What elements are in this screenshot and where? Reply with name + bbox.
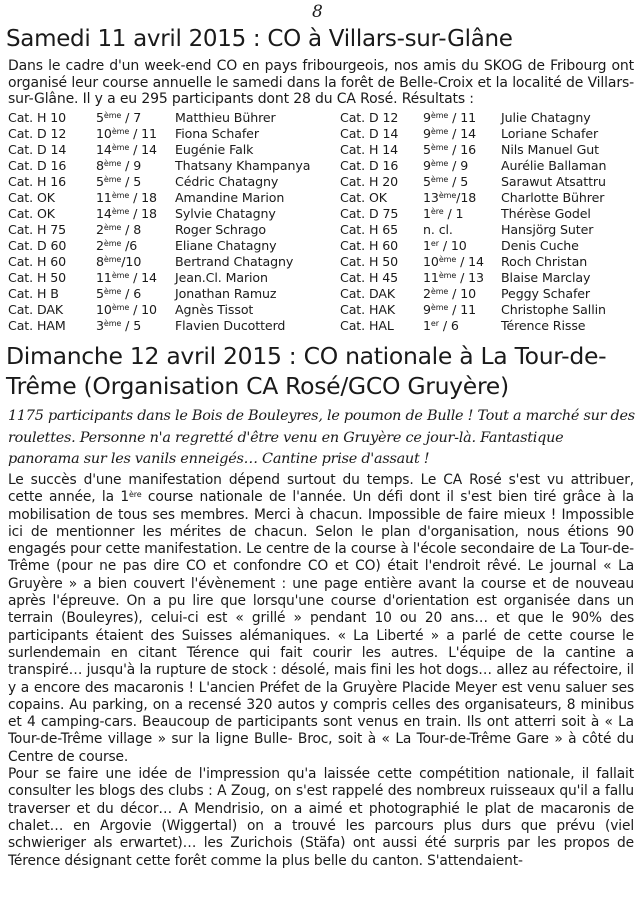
result-name: Julie Chatagny (501, 110, 591, 125)
result-rank-number: 9 (423, 110, 431, 125)
result-rank-suffix: ème (111, 303, 130, 312)
result-rank-number: 10 (96, 302, 112, 317)
result-rank-total: / 5 (448, 174, 469, 189)
result-name: Eugénie Falk (175, 142, 254, 157)
result-rank (96, 190, 157, 206)
result-rank-number: 2 (96, 238, 104, 253)
result-category: Cat. HAM (8, 318, 66, 333)
article-paragraph: Pour se faire une idée de l'impression qu'a laissée cette compétition nationale, il fallait consulter les blogs des clubs : A Zoug, on s'est rappelé des nombreux ruisseaux qu'il a fallu traverser et du décor… A Mendrisio, on a aimé et photographié le plat de macaronis de chalet… en Argovie (Wiggertal) on a trouvé les parcours plus durs que prévu (viel schwieriger als erwartet)… les Zurichois (Stäfa) ont aussi été surpris par les propos de Térence désignant cette forêt comme la plus belle du canton. S'attendaient- (8, 766, 634, 869)
result-rank (96, 286, 141, 302)
result-rank-number: 5 (423, 174, 431, 189)
result-rank (96, 158, 141, 174)
result-rank (423, 142, 476, 158)
result-name: Charlotte Bührer (501, 190, 605, 205)
result-rank-suffix: er (430, 319, 439, 328)
result-rank-number: n. cl. (423, 222, 453, 237)
result-rank (96, 206, 157, 222)
result-name: Matthieu Bührer (175, 110, 276, 125)
result-category: Cat. D 16 (8, 158, 67, 173)
result-rank (423, 270, 484, 286)
result-rank-number: 9 (423, 158, 431, 173)
result-rank-total: / 6 (438, 318, 459, 333)
result-rank-number: 11 (96, 270, 112, 285)
result-rank (96, 270, 157, 286)
result-rank (96, 318, 141, 334)
result-rank-total: / 7 (121, 110, 142, 125)
result-rank (423, 302, 476, 318)
result-category: Cat. OK (8, 206, 55, 221)
result-rank-suffix: ème (103, 111, 122, 120)
result-rank-suffix: ème (111, 271, 130, 280)
result-rank-number: 1 (423, 318, 431, 333)
result-rank-number: 3 (96, 318, 104, 333)
result-name: Blaise Marclay (501, 270, 591, 285)
result-rank-suffix: er (430, 239, 439, 248)
result-rank (423, 190, 476, 206)
result-rank-suffix: ème (111, 127, 130, 136)
result-rank-number: 9 (423, 302, 431, 317)
result-rank-number: 13 (423, 190, 439, 205)
result-category: Cat. H 65 (340, 222, 399, 237)
result-rank (423, 286, 476, 302)
result-name: Cédric Chatagny (175, 174, 279, 189)
result-name: Amandine Marion (175, 190, 285, 205)
result-rank (96, 254, 141, 270)
result-name: Eliane Chatagny (175, 238, 277, 253)
result-rank-total: / 14 (448, 126, 477, 141)
result-rank-number: 1 (423, 206, 431, 221)
result-rank-suffix: ère (430, 207, 444, 216)
result-rank-total: / 10 (438, 238, 467, 253)
result-category: Cat. OK (8, 190, 55, 205)
result-rank-total: / 11 (129, 126, 157, 141)
paragraph-text-start: Le succès d'une manifestation dépend surtout du temps. Le CA Rosé s'est vu attribuer, cette année, la 1 (8, 472, 634, 506)
page-number: 8 (312, 2, 323, 22)
result-rank (423, 110, 476, 126)
intro-paragraph: Dans le cadre d'un week-end CO en pays fribourgeois, nos amis du SKOG de Fribourg ont organisé leur course annuelle le samedi dans la forêt de Belle-Croix et la localité de Villars-sur-Glâne. Il y a eu 295 participants dont 28 du CA Rosé. Résultats : (8, 58, 634, 107)
result-rank-total: / 5 (121, 318, 142, 333)
result-name: Jonathan Ramuz (175, 286, 277, 301)
result-rank-total: / 14 (129, 270, 157, 285)
result-rank-total: / 9 (121, 158, 142, 173)
paragraph-text-end: course nationale de l'année. Un défi dont il s'est bien tiré grâce à la mobilisation de tous ses membres. Merci à chacun. Impossible de faire mieux ! Impossible ici de mentionner les mérites de chacun. Selon le plan d'organisation, nous étions 90 engagés pour cette manifestation. Le centre de la course à l'école secondaire de La Tour-de-Trême (pour ne pas dire CO et confondre CO et CO) était l'endroit rêvé. Le journal « La Gruyère » a bien couvert l'évènement : une page entière avant la course et de nouveau après l'épreuve. On a pu lire que lorsqu'une course d'orientation est organisée dans un terrain (Bouleyres), celui-ci est « grillé » pendant 10 ou 20 ans… et que le 90% des participants étaient des Suisses alémaniques. « La Liberté » a parlé de cette course le surlendemain en citant Térence qui fait courir les autres. L'équipe de la cantine a transpiré… jusqu'à la rupture de stock : désolé, mais fini les hot dogs… allez au réfectoire, il y a encore des macaronis ! L'ancien Préfet de la Gruyère Placide Meyer est venu saluer ses copains. Au parking, on a recensé 320 autos y compris celles des organisateurs, 8 minibus et 4 camping-cars. Beaucoup de participants sont venus en train. Ils ont atterri soit à « La Tour-de-Trême village » sur la ligne Bulle- Broc, soit à « La Tour-de-Trême Gare » à côté du Centre de course. (8, 489, 634, 765)
result-category: Cat. DAK (8, 302, 64, 317)
result-rank-total: / 11 (448, 110, 477, 125)
result-rank-suffix: ème (430, 303, 449, 312)
result-name: Peggy Schafer (501, 286, 591, 301)
result-rank (96, 142, 157, 158)
result-category: Cat. H 60 (8, 254, 67, 269)
result-category: Cat. DAK (340, 286, 396, 301)
result-rank (423, 158, 468, 174)
result-category: Cat. H 16 (8, 174, 67, 189)
result-name: Jean.Cl. Marion (175, 270, 268, 285)
result-name: Hansjörg Suter (501, 222, 594, 237)
result-rank-suffix: ème (103, 239, 122, 248)
result-rank-suffix: ème (430, 127, 449, 136)
result-category: Cat. H 50 (8, 270, 67, 285)
result-name: Fiona Schafer (175, 126, 259, 141)
result-rank-suffix: ème (430, 159, 449, 168)
result-rank-suffix: ème (430, 143, 449, 152)
section-title-samedi: Samedi 11 avril 2015 : CO à Villars-sur-Glâne (6, 26, 513, 52)
result-rank-total: / 14 (129, 142, 157, 157)
result-rank-total: / 16 (448, 142, 477, 157)
result-name: Roch Christan (501, 254, 588, 269)
result-rank-total: / 10 (448, 286, 477, 301)
result-name: Denis Cuche (501, 238, 579, 253)
result-rank (423, 318, 459, 334)
result-name: Agnès Tissot (175, 302, 254, 317)
result-category: Cat. D 14 (340, 126, 399, 141)
article-body (8, 472, 634, 870)
result-category: Cat. HAL (340, 318, 394, 333)
result-rank-suffix: ème (103, 319, 122, 328)
article-paragraph (8, 472, 634, 766)
result-rank (96, 302, 157, 318)
result-category: Cat. D 14 (8, 142, 67, 157)
result-category: Cat. H 20 (340, 174, 399, 189)
result-name: Sylvie Chatagny (175, 206, 276, 221)
result-category: Cat. H B (8, 286, 59, 301)
result-rank-total: / 11 (448, 302, 477, 317)
result-rank (423, 238, 467, 254)
result-rank-total: /18 (456, 190, 477, 205)
result-rank-number: 14 (96, 206, 112, 221)
result-category: Cat. D 16 (340, 158, 399, 173)
result-category: Cat. H 10 (8, 110, 67, 125)
result-rank-total: /10 (121, 254, 142, 269)
result-rank-suffix: ème (103, 287, 122, 296)
result-rank-number: 11 (96, 190, 112, 205)
result-rank-suffix: ème (430, 287, 449, 296)
result-category: Cat. D 12 (8, 126, 67, 141)
result-rank (96, 238, 137, 254)
result-rank-number: 5 (96, 110, 104, 125)
result-rank-total: / 9 (448, 158, 469, 173)
result-rank-suffix: ème (438, 255, 457, 264)
result-rank-suffix: ème (103, 175, 122, 184)
result-rank-total: / 8 (121, 222, 142, 237)
result-rank-total: / 1 (443, 206, 464, 221)
result-rank (96, 126, 157, 142)
result-rank-number: 5 (96, 174, 104, 189)
result-rank-total: / 13 (456, 270, 484, 285)
result-rank (423, 126, 476, 142)
result-rank (96, 110, 141, 126)
result-rank-total: / 14 (456, 254, 484, 269)
result-rank (423, 174, 468, 190)
result-name: Roger Schrago (175, 222, 267, 237)
result-rank (423, 254, 484, 270)
result-rank (96, 174, 141, 190)
result-name: Sarawut Atsattru (501, 174, 606, 189)
result-rank-suffix: ème (438, 191, 457, 200)
result-category: Cat. H 60 (340, 238, 399, 253)
result-category: Cat. H 50 (340, 254, 399, 269)
result-rank-suffix: ème (103, 255, 122, 264)
result-rank-total: /6 (121, 238, 138, 253)
result-rank-suffix: ème (103, 159, 122, 168)
result-category: Cat. D 75 (340, 206, 399, 221)
result-rank-total: / 18 (129, 190, 157, 205)
result-category: Cat. H 14 (340, 142, 399, 157)
result-rank-suffix: ème (438, 271, 457, 280)
result-category: Cat. HAK (340, 302, 395, 317)
result-rank (423, 206, 463, 222)
result-name: Térence Risse (501, 318, 586, 333)
result-category: Cat. H 75 (8, 222, 67, 237)
result-rank-number: 11 (423, 270, 439, 285)
result-rank-number: 9 (423, 126, 431, 141)
result-name: Thatsany Khampanya (175, 158, 311, 173)
result-rank-number: 1 (423, 238, 431, 253)
result-rank-total: / 18 (129, 206, 157, 221)
result-name: Nils Manuel Gut (501, 142, 599, 157)
result-rank-total: / 6 (121, 286, 142, 301)
result-name: Flavien Ducotterd (175, 318, 286, 333)
result-category: Cat. D 12 (340, 110, 399, 125)
result-rank-number: 2 (423, 286, 431, 301)
result-rank-number: 5 (96, 286, 104, 301)
result-name: Christophe Sallin (501, 302, 606, 317)
result-rank-suffix: ème (103, 223, 122, 232)
result-rank-total: / 5 (121, 174, 142, 189)
result-rank-suffix: ème (430, 175, 449, 184)
result-rank-suffix: ème (111, 191, 130, 200)
result-rank-number: 8 (96, 254, 104, 269)
result-rank-total: / 10 (129, 302, 157, 317)
result-name: Loriane Schafer (501, 126, 599, 141)
result-category: Cat. OK (340, 190, 387, 205)
result-category: Cat. H 45 (340, 270, 399, 285)
result-rank-suffix: ème (430, 111, 449, 120)
result-rank-suffix: ème (111, 207, 130, 216)
result-name: Aurélie Ballaman (501, 158, 607, 173)
result-rank-number: 14 (96, 142, 112, 157)
result-rank-number: 2 (96, 222, 104, 237)
result-rank-number: 8 (96, 158, 104, 173)
result-rank (423, 222, 453, 238)
result-category: Cat. D 60 (8, 238, 67, 253)
result-rank-suffix: ème (111, 143, 130, 152)
section-title-dimanche: Dimanche 12 avril 2015 : CO nationale à La Tour-de-Trême (Organisation CA Rosé/GCO Gruyère) (6, 342, 607, 400)
result-rank-number: 5 (423, 142, 431, 157)
result-name: Thérèse Godel (501, 206, 591, 221)
result-name: Bertrand Chatagny (175, 254, 294, 269)
result-rank (96, 222, 141, 238)
result-rank-number: 10 (96, 126, 112, 141)
lead-paragraph: 1175 participants dans le Bois de Bouleyres, le poumon de Bulle ! Tout a marché sur des roulettes. Personne n'a regretté d'être venu en Gruyère ce jour-là. Fantastique panorama sur les vanils enneigés… Cantine prise d'assaut ! (8, 408, 635, 467)
result-rank-number: 10 (423, 254, 439, 269)
ordinal-superscript: ère (128, 490, 142, 500)
